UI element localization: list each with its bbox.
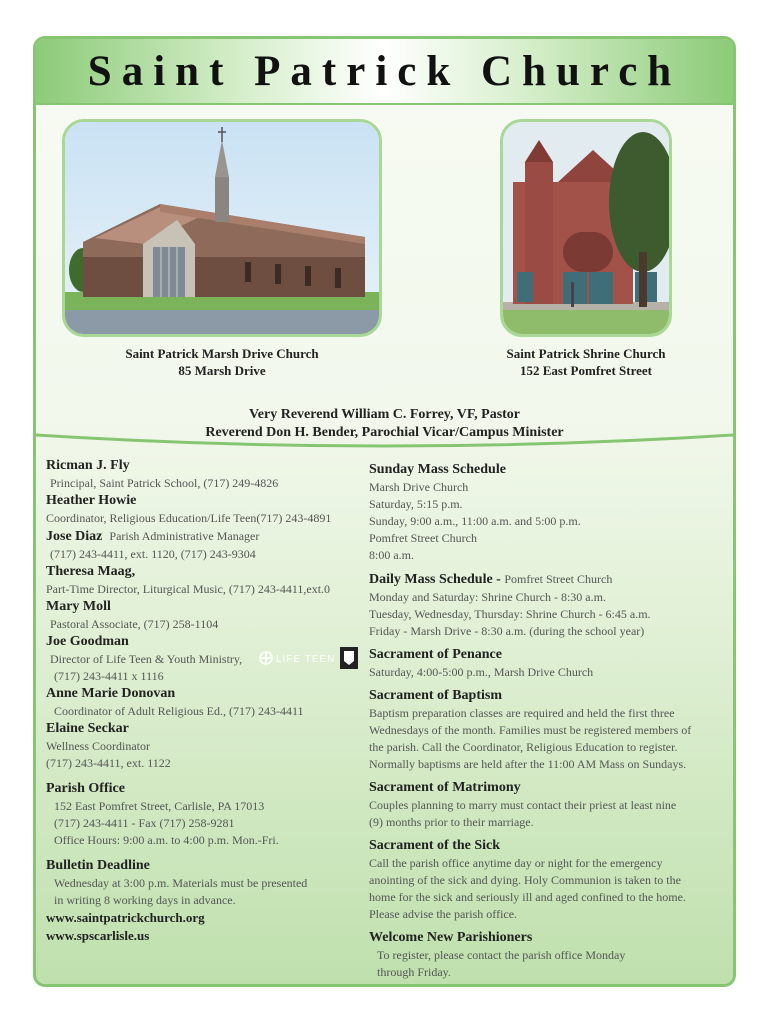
bulletin-deadline-title: Bulletin Deadline (46, 858, 150, 873)
welcome-line: through Friday. (377, 965, 451, 979)
marsh-drive-caption (62, 345, 382, 379)
shrine-church-caption (476, 345, 696, 379)
parish-office-address: 152 East Pomfret Street, Carlisle, PA 17013 (54, 799, 265, 813)
staff-name: Mary Moll (46, 599, 111, 614)
staff-detail: Coordinator of Adult Religious Ed., (717) 243-4411 (54, 704, 304, 718)
baptism-line: the parish. Call the Coordinator, Religious Education to register. (369, 740, 678, 754)
page-title: Saint Patrick Church (87, 47, 682, 95)
sunday-mass-line: 8:00 a.m. (369, 548, 414, 562)
daily-mass-line: Tuesday, Wednesday, Thursday: Shrine Church - 6:45 a.m. (369, 607, 651, 621)
staff-entry (46, 492, 358, 527)
baptism-line: Wednesdays of the month. Families must be registered members of (369, 723, 692, 737)
sunday-mass-line: Pomfret Street Church (369, 531, 477, 545)
marsh-drive-church-name: Saint Patrick Marsh Drive Church (125, 346, 319, 361)
life-teen-text: LIFE TEEN (276, 654, 336, 665)
pastor-line: Very Reverend William C. Forrey, VF, Pastor (248, 407, 521, 422)
staff-title-inline: Parish Administrative Manager (109, 529, 260, 543)
sick-title: Sacrament of the Sick (369, 838, 501, 853)
marsh-drive-church-photo (62, 119, 382, 337)
daily-mass-subtitle: Pomfret Street Church (504, 572, 613, 586)
penance-title: Sacrament of Penance (369, 647, 502, 662)
matrimony-line: (9) months prior to their marriage. (369, 815, 534, 829)
curved-divider (36, 431, 733, 455)
staff-entry (46, 598, 358, 633)
staff-entry (46, 457, 358, 492)
staff-name: Elaine Seckar (46, 721, 129, 736)
sick-line: Call the parish office anytime day or night for the emergency (369, 856, 663, 870)
staff-name: Theresa Maag, (46, 564, 136, 579)
daily-mass-line: Friday - Marsh Drive - 8:30 a.m. (during the school year) (369, 624, 645, 638)
staff-name-row (46, 527, 358, 546)
staff-detail: (717) 243-4411, ext. 1120, (717) 243-9304 (50, 547, 256, 561)
penance-text: Saturday, 4:00-5:00 p.m., Marsh Drive Church (369, 665, 594, 679)
sunday-mass-line: Marsh Drive Church (369, 480, 469, 494)
schedule-column (369, 457, 731, 981)
welcome-line: To register, please contact the parish office Monday (377, 948, 626, 962)
shrine-church-address: 152 East Pomfret Street (519, 363, 652, 378)
marsh-drive-address: 85 Marsh Drive (178, 363, 266, 378)
shrine-church-name: Saint Patrick Shrine Church (506, 346, 666, 361)
staff-detail: Director of Life Teen & Youth Ministry, (50, 652, 243, 666)
staff-name: Heather Howie (46, 493, 137, 508)
sick-line: anointing of the sick and dying. Holy Communion is taken to the (369, 873, 681, 887)
vicar-line: Reverend Don H. Bender, Parochial Vicar/Campus Minister (205, 425, 564, 440)
baptism-title: Sacrament of Baptism (369, 688, 502, 703)
baptism-line: Baptism preparation classes are required and held the first three (369, 706, 675, 720)
title-bar (36, 39, 733, 105)
staff-detail: Coordinator, Religious Education/Life Teen(717) 243-4891 (46, 511, 332, 525)
staff-name: Anne Marie Donovan (46, 686, 176, 701)
staff-detail-phone: (717) 243-4411, ext. 1122 (46, 756, 171, 770)
sunday-mass-line: Sunday, 9:00 a.m., 11:00 a.m. and 5:00 p.m. (369, 514, 581, 528)
parish-office-title: Parish Office (46, 781, 125, 796)
parish-office-hours: Office Hours: 9:00 a.m. to 4:00 p.m. Mon.-Fri. (54, 833, 279, 847)
sick-line: Please advise the parish office. (369, 907, 518, 921)
daily-mass-title: Daily Mass Schedule - (369, 572, 501, 587)
website-link[interactable]: www.saintpatrickchurch.org (46, 910, 205, 925)
sunday-mass-line: Saturday, 5:15 p.m. (369, 497, 463, 511)
sunday-mass-title: Sunday Mass Schedule (369, 462, 506, 477)
staff-detail: Wellness Coordinator (46, 739, 151, 753)
staff-entry (46, 685, 358, 720)
staff-entry (46, 720, 358, 772)
staff-detail: Part-Time Director, Liturgical Music, (717) 243-4411,ext.0 (46, 582, 331, 596)
bulletin-frame (33, 36, 736, 987)
daily-mass-heading (369, 570, 731, 589)
website-link[interactable]: www.spscarlisle.us (46, 928, 150, 943)
bulletin-deadline-line: in writing 8 working days in advance. (54, 893, 236, 907)
welcome-title: Welcome New Parishioners (369, 930, 533, 945)
matrimony-title: Sacrament of Matrimony (369, 780, 521, 795)
staff-detail: Principal, Saint Patrick School, (717) 249-4826 (50, 476, 279, 490)
staff-entry (46, 563, 358, 598)
staff-name: Ricman J. Fly (46, 458, 130, 473)
staff-entry (46, 527, 358, 563)
staff-detail: Pastoral Associate, (717) 258-1104 (50, 617, 219, 631)
sick-line: home for the sick and seriously ill and aged confined to the home. (369, 890, 686, 904)
staff-name: Joe Goodman (46, 634, 129, 649)
staff-detail-phone: (717) 243-4411 x 1116 (54, 669, 164, 683)
staff-column (46, 457, 358, 945)
shrine-church-photo (500, 119, 672, 337)
bulletin-deadline-line: Wednesday at 3:00 p.m. Materials must be presented (54, 876, 308, 890)
parish-office-phone: (717) 243-4411 - Fax (717) 258-9281 (54, 816, 235, 830)
matrimony-line: Couples planning to marry must contact their priest at least nine (369, 798, 677, 812)
daily-mass-line: Monday and Saturday: Shrine Church - 8:30 a.m. (369, 590, 606, 604)
staff-name: Jose Diaz (46, 529, 103, 544)
life-teen-logo (258, 647, 358, 674)
baptism-line: Normally baptisms are held after the 11:00 AM Mass on Sundays. (369, 757, 687, 771)
